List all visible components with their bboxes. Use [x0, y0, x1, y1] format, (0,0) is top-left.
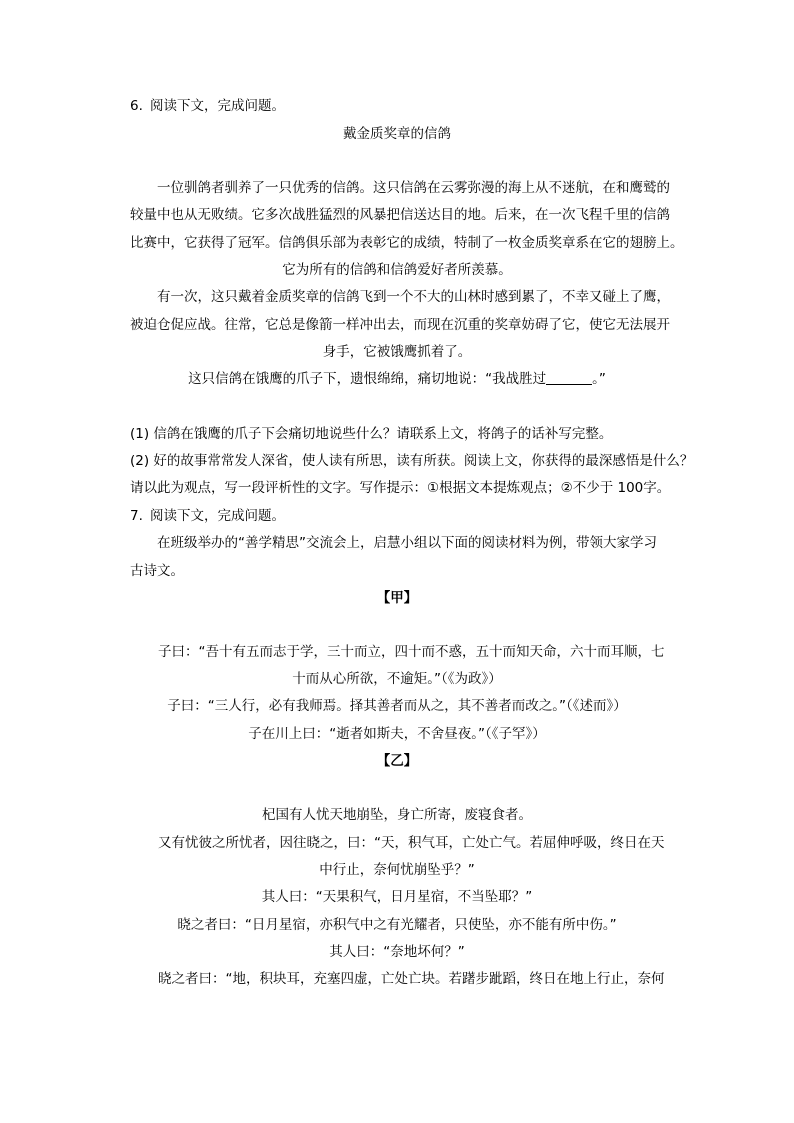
answer-blank[interactable]	[546, 370, 592, 385]
section-label-jia: 【甲】	[376, 590, 418, 606]
section-label-yi: 【乙】	[376, 753, 418, 769]
paragraph-line: 一位驯鸽者驯养了一只优秀的信鸽。这只信鸽在云雾弥漫的海上从不迷航，在和鹰鹫的	[157, 180, 670, 196]
question-6-header	[130, 96, 285, 116]
paragraph-line-with-blank	[0, 369, 794, 389]
question-instruction: 阅读下文，完成问题。	[150, 98, 285, 114]
classic-text-line: 其人曰：“奈地坏何？”	[329, 944, 465, 960]
classic-text-line: 杞国有人忧天地崩坠，身亡所寄，废寝食者。	[262, 807, 532, 823]
paragraph-line: 身手，它被饿鹰抓着了。	[322, 344, 472, 360]
intro-line: 在班级举办的“善学精思”交流会上，启慧小组以下面的阅读材料为例，带领大家学习	[157, 535, 657, 551]
classic-text-line: 子曰：“吾十有五而志于学，三十而立，四十而不惑，五十而知天命，六十而耳顺，七	[158, 644, 665, 660]
intro-line: 古诗文。	[130, 563, 184, 579]
question-7-header	[130, 506, 285, 526]
classic-text-line: 又有忧彼之所忧者，因往晓之，曰：“天，积气耳，亡处亡气。若屈伸呼吸，终日在天	[158, 835, 665, 851]
question-number: 6.	[130, 98, 143, 114]
sub-question-2-cont: 请以此为观点，写一段评析性的文字。写作提示：①根据文本提炼观点；②不少于 100字。	[130, 480, 671, 496]
classic-text-line: 中行止，奈何忧崩坠乎？”	[319, 862, 475, 878]
quote-text: 这只信鸽在饿鹰的爪子下，遗恨绵绵，痛切地说：“我战胜过	[188, 371, 547, 387]
paragraph-line: 被迫仓促应战。往常，它总是像箭一样冲出去，而现在沉重的奖章妨碍了它，使它无法展开	[130, 317, 670, 333]
paragraph-line: 比赛中，它获得了冠军。信鸽俱乐部为表彰它的成绩，特制了一枚金质奖章系在它的翅膀上。	[130, 235, 684, 251]
sub-question-1: (1) 信鸽在饿鹰的爪子下会痛切地说些什么？请联系上文，将鸽子的话补写完整。	[130, 426, 613, 442]
quote-close: 。”	[592, 371, 606, 387]
classic-text-line: 晓之者曰：“地，积块耳，充塞四虚，亡处亡块。若躇步跐蹈，终日在地上行止，奈何	[158, 971, 665, 987]
classic-text-line: 子曰：“三人行，必有我师焉。择其善者而从之，其不善者而改之。”（《述而》）	[167, 698, 627, 714]
question-number: 7.	[130, 508, 143, 524]
question-instruction: 阅读下文，完成问题。	[150, 508, 285, 524]
paragraph-line: 有一次，这只戴着金质奖章的信鸽飞到一个不大的山林时感到累了，不幸又碰上了鹰，	[157, 289, 670, 305]
classic-text-line: 子在川上曰：“逝者如斯夫，不舍昼夜。”（《子罕》）	[248, 726, 546, 742]
paragraph-line: 较量中也从无败绩。它多次战胜猛烈的风暴把信送达目的地。后来，在一次飞程千里的信鸽	[130, 207, 670, 223]
passage-title: 戴金质奖章的信鸽	[343, 126, 451, 142]
classic-text-line: 其人曰：“天果积气，日月星宿，不当坠耶？”	[261, 889, 533, 905]
sub-question-2: (2) 好的故事常常发人深省，使人读有所思，读有所获。阅读上文，你获得的最深感悟是什么？	[130, 453, 694, 469]
paragraph-line: 它为所有的信鸽和信鸽爱好者所羡慕。	[282, 262, 512, 278]
classic-text-line: 十而从心所欲，不逾矩。”（《为政》）	[292, 671, 502, 687]
classic-text-line: 晓之者曰：“日月星宿，亦积气中之有光耀者，只使坠，亦不能有所中伤。”	[177, 917, 617, 933]
